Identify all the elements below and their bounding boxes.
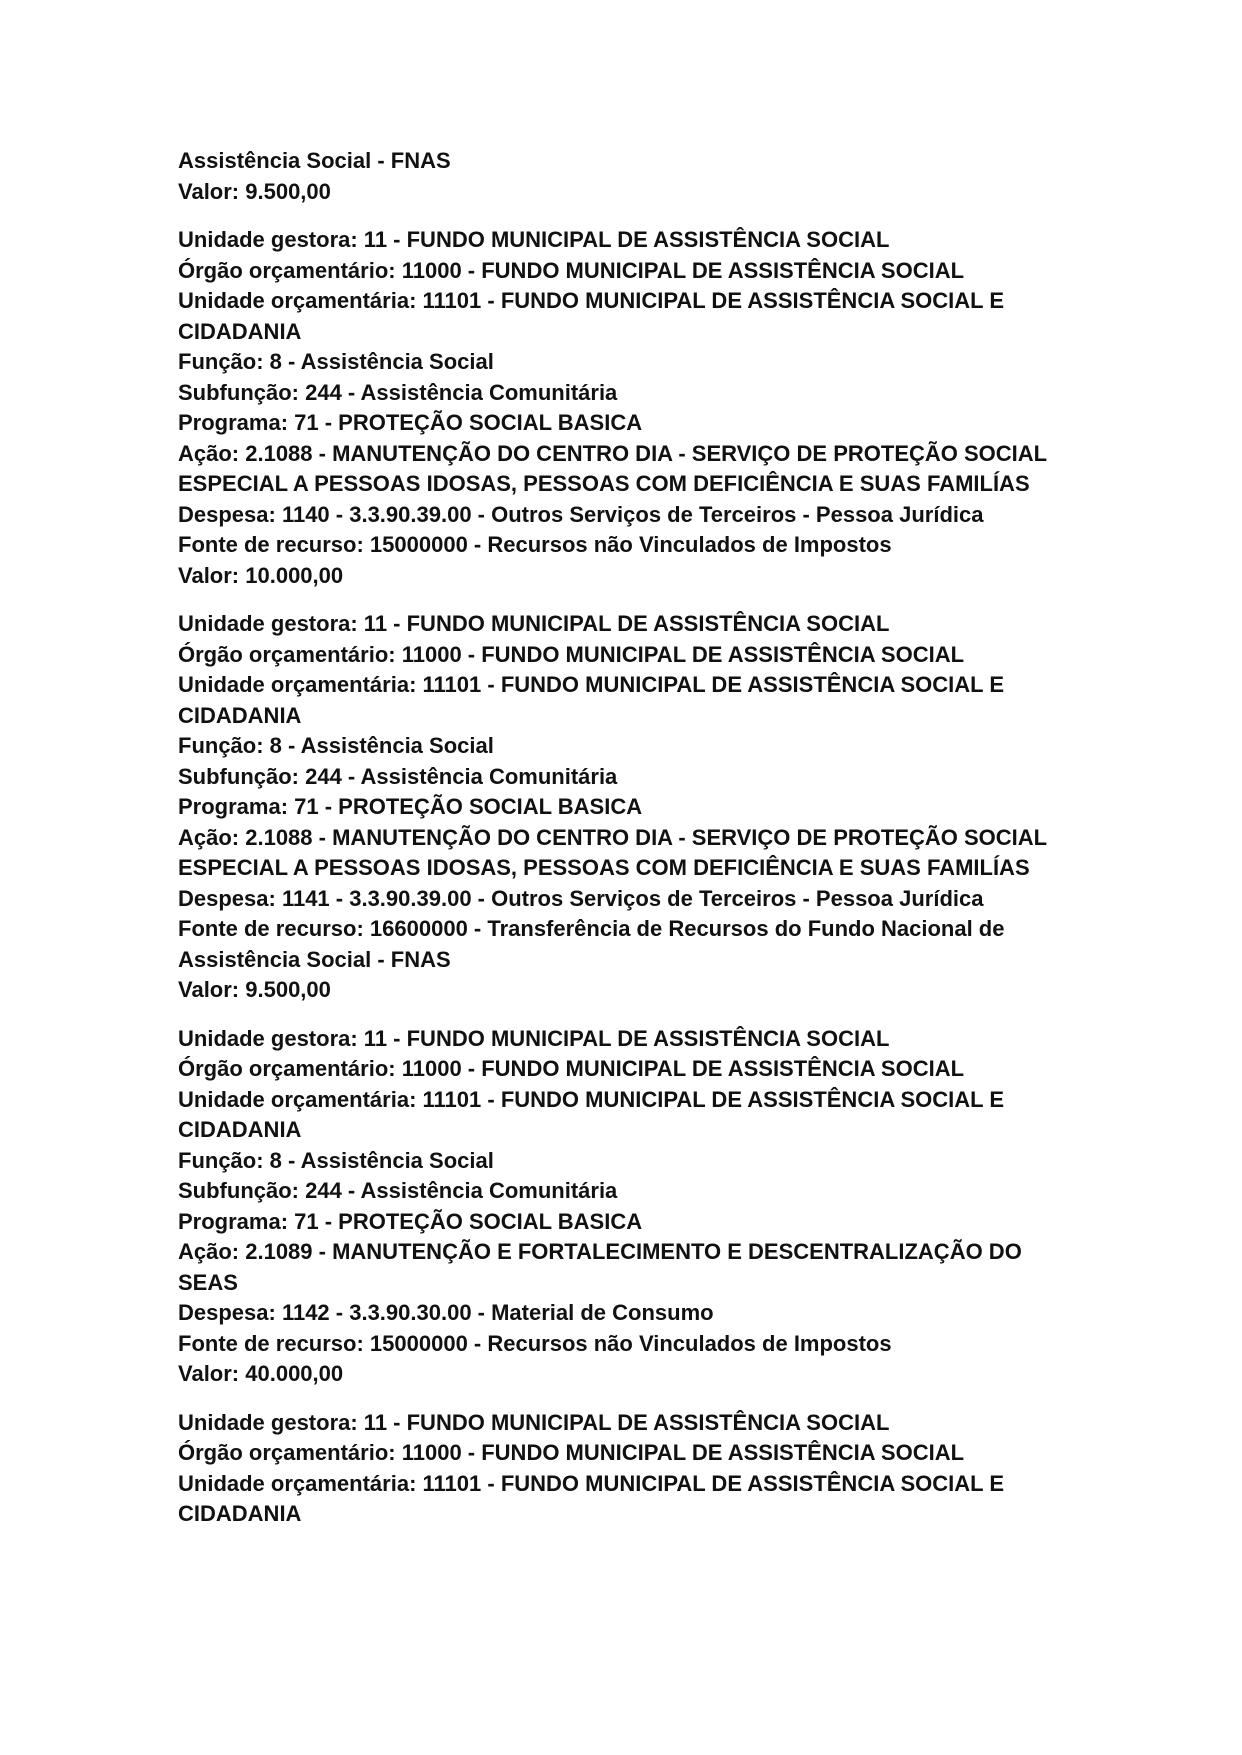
intro-block bbox=[178, 146, 1078, 207]
funcao: Função: 8 - Assistência Social bbox=[178, 733, 494, 758]
fonte-de-recurso: Fonte de recurso: 16600000 - Transferência de Recursos do Fundo Nacional de Assistência Social - FNAS bbox=[178, 916, 1005, 972]
budget-entry bbox=[178, 1024, 1078, 1390]
fonte-de-recurso: Fonte de recurso: 15000000 - Recursos não Vinculados de Impostos bbox=[178, 1330, 892, 1356]
orgao-orcamentario: Órgão orçamentário: 11000 - FUNDO MUNICIPAL DE ASSISTÊNCIA SOCIAL bbox=[178, 1440, 965, 1465]
programa: Programa: 71 - PROTEÇÃO SOCIAL BASICA bbox=[178, 410, 643, 435]
programa: Programa: 71 - PROTEÇÃO SOCIAL BASICA bbox=[178, 1208, 643, 1234]
despesa: Despesa: 1140 - 3.3.90.39.00 - Outros Serviços de Terceiros - Pessoa Jurídica bbox=[178, 501, 984, 527]
unidade-orcamentaria: Unidade orçamentária: 11101 - FUNDO MUNICIPAL DE ASSISTÊNCIA SOCIAL E CIDADANIA bbox=[178, 1470, 1004, 1526]
unidade-gestora: Unidade gestora: 11 - FUNDO MUNICIPAL DE ASSISTÊNCIA SOCIAL bbox=[178, 1025, 890, 1051]
subfuncao: Subfunção: 244 - Assistência Comunitária bbox=[178, 379, 618, 405]
orgao-orcamentario: Órgão orçamentário: 11000 - FUNDO MUNICIPAL DE ASSISTÊNCIA SOCIAL bbox=[178, 257, 965, 283]
intro-line: Assistência Social - FNAS bbox=[178, 148, 451, 173]
orgao-orcamentario: Órgão orçamentário: 11000 - FUNDO MUNICIPAL DE ASSISTÊNCIA SOCIAL bbox=[178, 1056, 965, 1081]
funcao: Função: 8 - Assistência Social bbox=[178, 1147, 494, 1173]
unidade-gestora: Unidade gestora: 11 - FUNDO MUNICIPAL DE ASSISTÊNCIA SOCIAL bbox=[178, 227, 890, 252]
fonte-de-recurso: Fonte de recurso: 15000000 - Recursos não Vinculados de Impostos bbox=[178, 532, 892, 557]
despesa: Despesa: 1141 - 3.3.90.39.00 - Outros Serviços de Terceiros - Pessoa Jurídica bbox=[178, 885, 984, 911]
budget-entry bbox=[178, 1408, 1078, 1530]
valor: Valor: 10.000,00 bbox=[178, 562, 344, 588]
despesa: Despesa: 1142 - 3.3.90.30.00 - Material de Consumo bbox=[178, 1300, 714, 1325]
unidade-orcamentaria: Unidade orçamentária: 11101 - FUNDO MUNICIPAL DE ASSISTÊNCIA SOCIAL E CIDADANIA bbox=[178, 672, 1004, 728]
subfuncao: Subfunção: 244 - Assistência Comunitária bbox=[178, 763, 618, 789]
orgao-orcamentario: Órgão orçamentário: 11000 - FUNDO MUNICIPAL DE ASSISTÊNCIA SOCIAL bbox=[178, 641, 965, 667]
unidade-orcamentaria: Unidade orçamentária: 11101 - FUNDO MUNICIPAL DE ASSISTÊNCIA SOCIAL E CIDADANIA bbox=[178, 1086, 1004, 1142]
budget-entry bbox=[178, 609, 1078, 1006]
document-content bbox=[178, 146, 1078, 1548]
unidade-gestora: Unidade gestora: 11 - FUNDO MUNICIPAL DE ASSISTÊNCIA SOCIAL bbox=[178, 1409, 890, 1435]
unidade-gestora: Unidade gestora: 11 - FUNDO MUNICIPAL DE ASSISTÊNCIA SOCIAL bbox=[178, 611, 890, 636]
valor: Valor: 9.500,00 bbox=[178, 977, 331, 1002]
subfuncao: Subfunção: 244 - Assistência Comunitária bbox=[178, 1178, 618, 1203]
acao: Ação: 2.1088 - MANUTENÇÃO DO CENTRO DIA - SERVIÇO DE PROTEÇÃO SOCIAL ESPECIAL A PESSOAS IDOSAS, PESSOAS COM DEFICIÊNCIA E SUAS FAMILÍAS bbox=[178, 440, 1047, 496]
acao: Ação: 2.1088 - MANUTENÇÃO DO CENTRO DIA - SERVIÇO DE PROTEÇÃO SOCIAL ESPECIAL A PESSOAS IDOSAS, PESSOAS COM DEFICIÊNCIA E SUAS FAMILÍAS bbox=[178, 824, 1047, 880]
unidade-orcamentaria: Unidade orçamentária: 11101 - FUNDO MUNICIPAL DE ASSISTÊNCIA SOCIAL E CIDADANIA bbox=[178, 288, 1004, 344]
valor: Valor: 40.000,00 bbox=[178, 1361, 344, 1386]
acao: Ação: 2.1089 - MANUTENÇÃO E FORTALECIMENTO E DESCENTRALIZAÇÃO DO SEAS bbox=[178, 1239, 1022, 1295]
intro-valor: Valor: 9.500,00 bbox=[178, 178, 331, 204]
funcao: Função: 8 - Assistência Social bbox=[178, 349, 494, 374]
programa: Programa: 71 - PROTEÇÃO SOCIAL BASICA bbox=[178, 794, 643, 819]
budget-entry bbox=[178, 225, 1078, 591]
